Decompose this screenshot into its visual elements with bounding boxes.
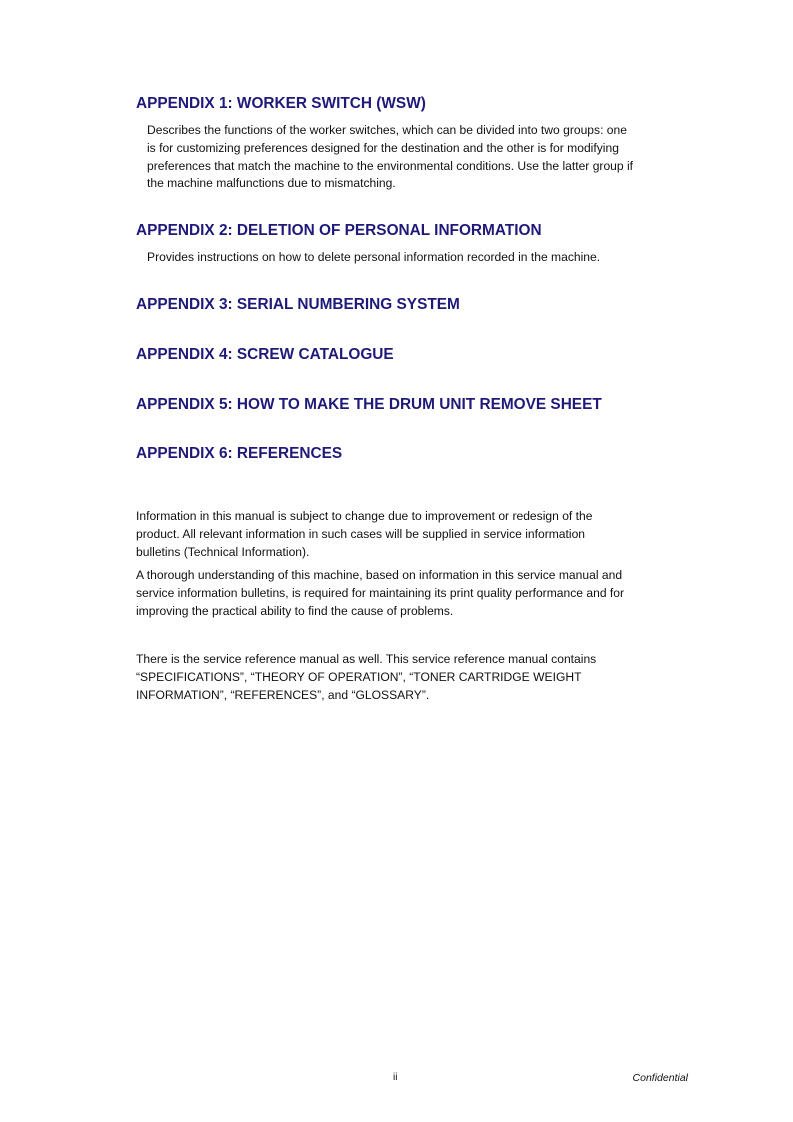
appendix-4-heading: APPENDIX 4: SCREW CATALOGUE xyxy=(136,346,394,363)
appendix-3-heading: APPENDIX 3: SERIAL NUMBERING SYSTEM xyxy=(136,296,460,313)
paragraph-line: INFORMATION”, “REFERENCES”, and “GLOSSARY”. xyxy=(136,687,430,702)
notice-paragraph-understanding xyxy=(136,567,624,620)
paragraph-line: “SPECIFICATIONS”, “THEORY OF OPERATION”, “TONER CARTRIDGE WEIGHT xyxy=(136,669,582,684)
notice-paragraph-change xyxy=(136,508,592,561)
paragraph-line: There is the service reference manual as well. This service reference manual contains xyxy=(136,652,597,666)
description-line: Provides instructions on how to delete personal information recorded in the machine. xyxy=(147,250,601,264)
paragraph-line: service information bulletins, is required for maintaining its print quality performance and for xyxy=(136,585,625,600)
appendix-5-heading: APPENDIX 5: HOW TO MAKE THE DRUM UNIT REMOVE SHEET xyxy=(136,396,602,413)
description-line: is for customizing preferences designed for the destination and the other is for modifying xyxy=(147,140,619,155)
description-line: Describes the functions of the worker switches, which can be divided into two groups: one xyxy=(147,123,627,137)
confidential-label: Confidential xyxy=(632,1072,688,1084)
appendix-1-description xyxy=(147,122,633,193)
appendix-6-heading: APPENDIX 6: REFERENCES xyxy=(136,445,343,462)
paragraph-line: improving the practical ability to find the cause of problems. xyxy=(136,603,454,618)
paragraph-line: product. All relevant information in such cases will be supplied in service information xyxy=(136,526,586,541)
paragraph-line: A thorough understanding of this machine, based on information in this service manual and xyxy=(136,568,623,582)
appendix-2-description xyxy=(147,249,600,267)
description-line: preferences that match the machine to the environmental conditions. Use the latter group if xyxy=(147,158,634,173)
page-number: ii xyxy=(393,1072,398,1083)
notice-paragraph-reference-manual xyxy=(136,651,596,704)
paragraph-line: bulletins (Technical Information). xyxy=(136,544,310,559)
appendix-2-heading: APPENDIX 2: DELETION OF PERSONAL INFORMATION xyxy=(136,222,542,239)
paragraph-line: Information in this manual is subject to change due to improvement or redesign of the xyxy=(136,509,593,523)
description-line: the machine malfunctions due to mismatching. xyxy=(147,176,396,191)
appendix-1-heading: APPENDIX 1: WORKER SWITCH (WSW) xyxy=(136,95,426,112)
